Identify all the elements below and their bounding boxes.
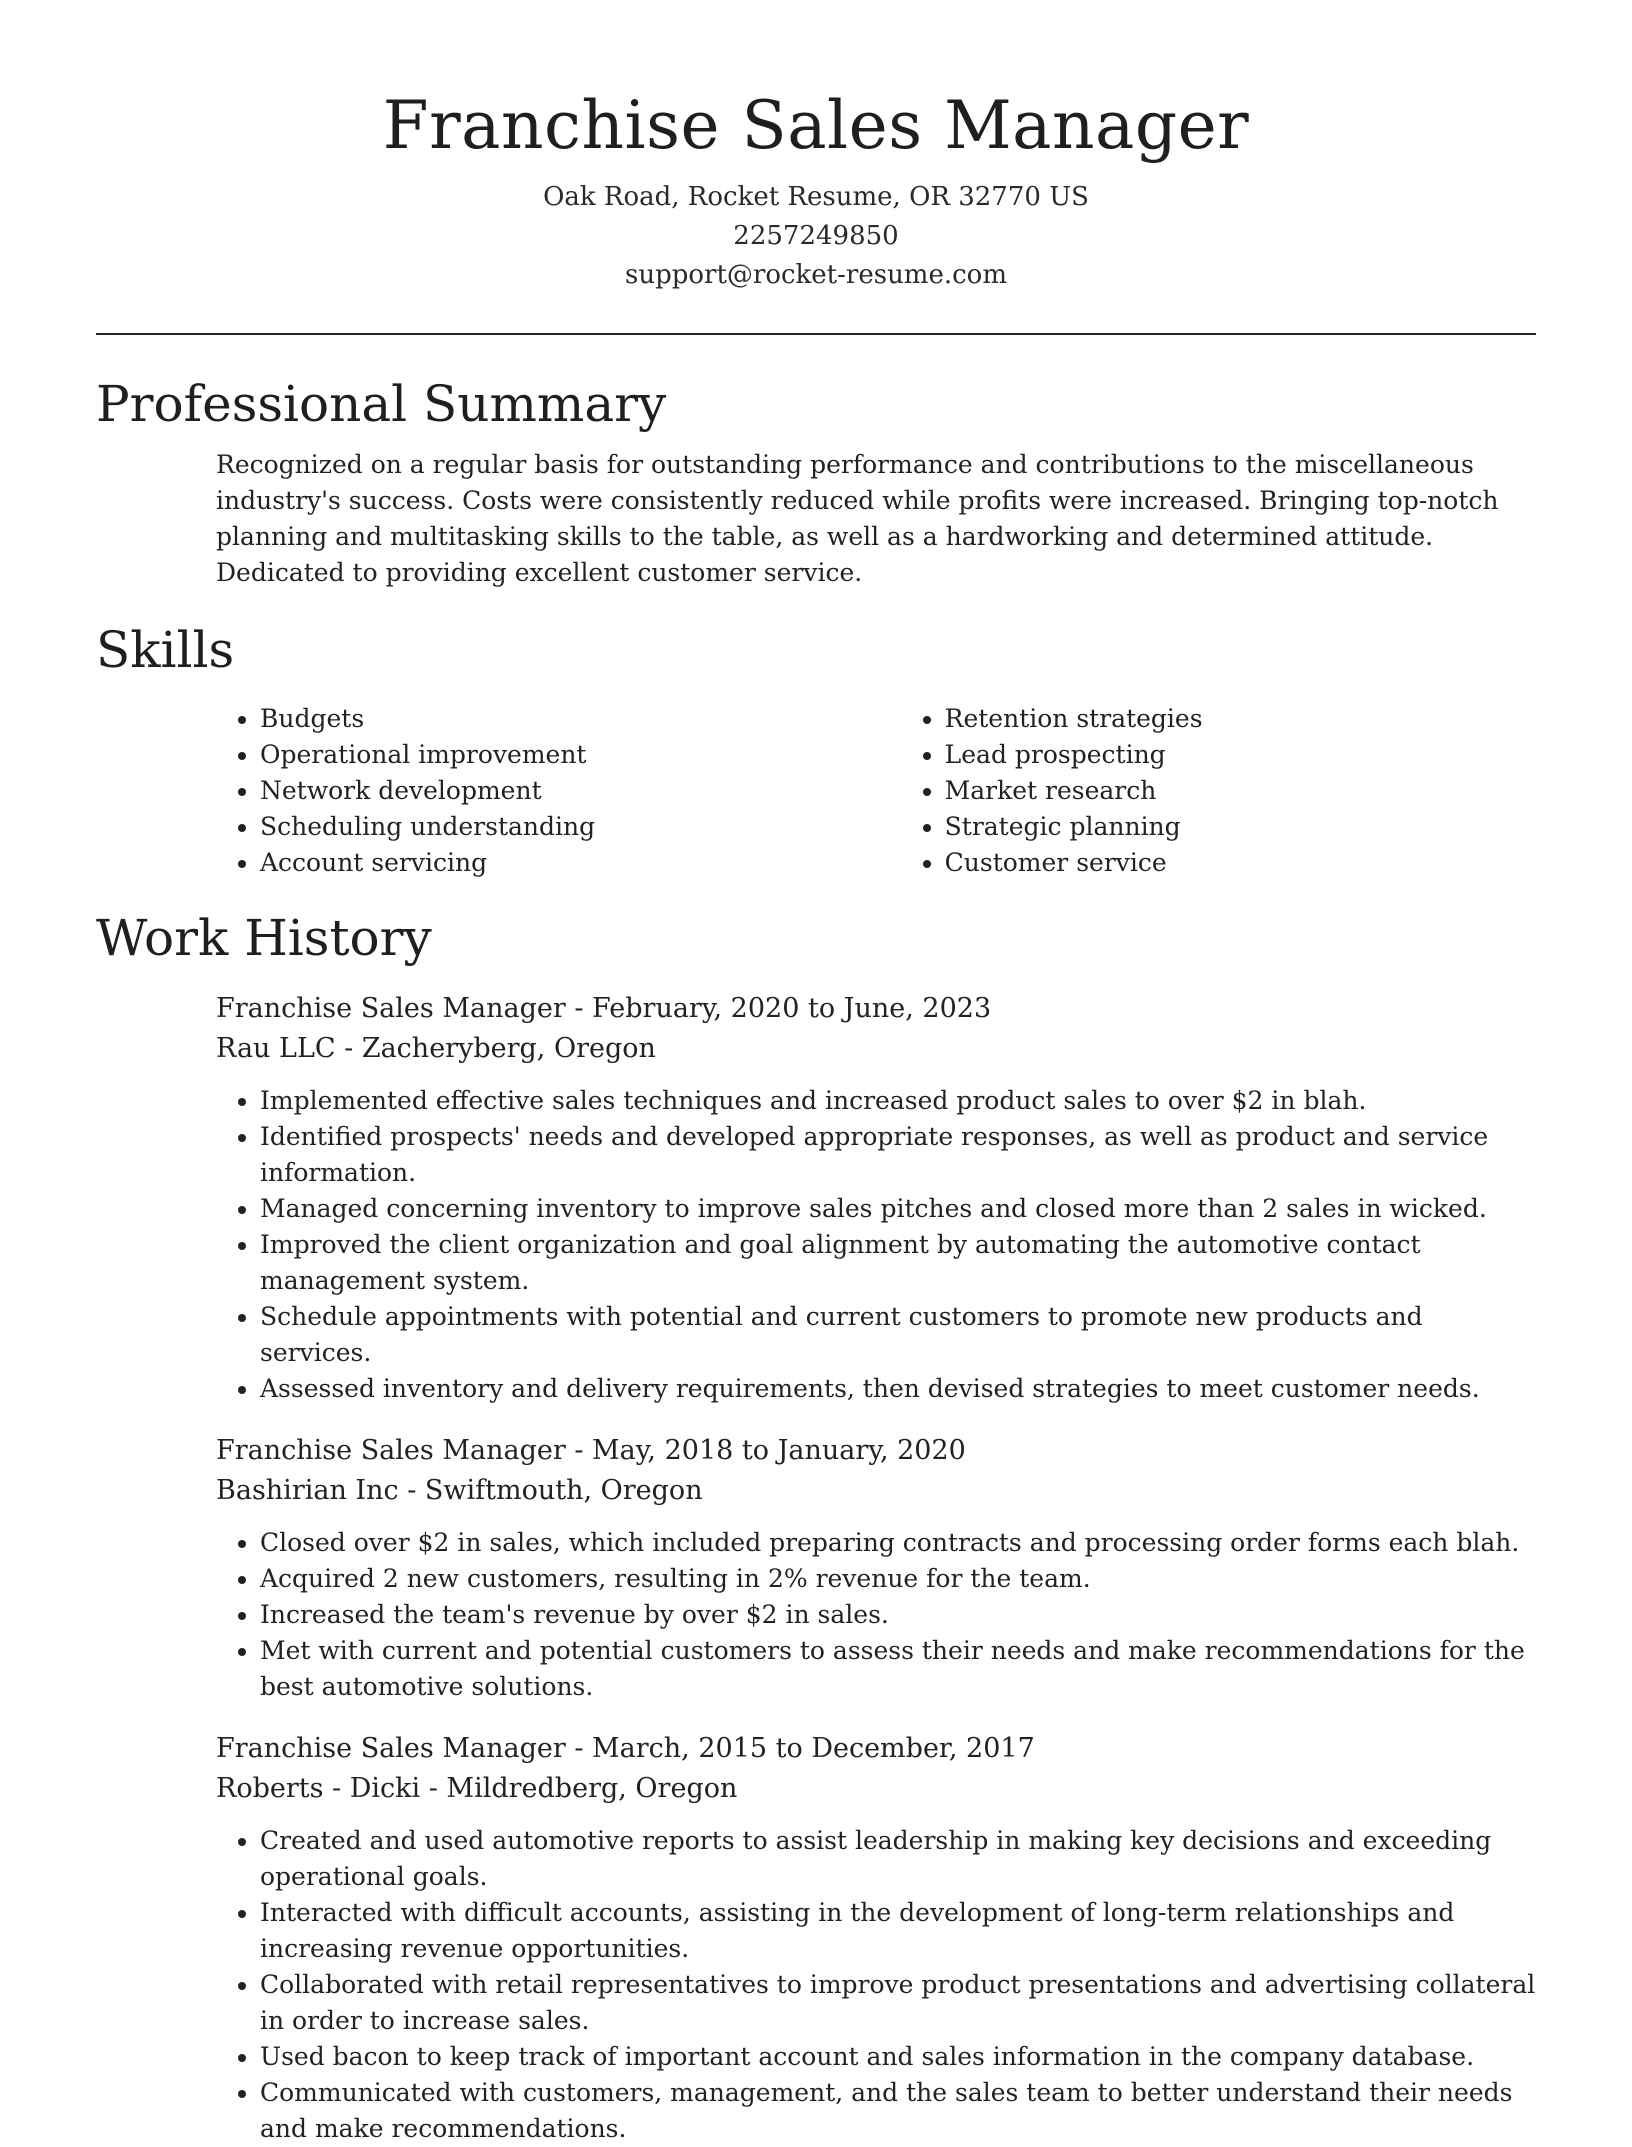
- job-bullet: • Communicated with customers, management, and the sales team to better understand their needs and make recommendations.: [260, 2075, 1536, 2147]
- job-entry: [216, 1431, 1536, 1705]
- work-history-heading: Work History: [96, 909, 432, 967]
- skill-item: • Customer service: [945, 845, 1536, 881]
- skill-item: • Account servicing: [260, 845, 901, 881]
- job-company-location: Rau LLC - Zacheryberg, Oregon: [216, 1033, 656, 1064]
- job-role-dates: Franchise Sales Manager - May, 2018 to January, 2020: [216, 1435, 966, 1466]
- job-bullets: [216, 1083, 1536, 1407]
- resume-header: [96, 0, 1536, 295]
- skill-item: • Budgets: [260, 701, 901, 737]
- job-bullet: • Closed over $2 in sales, which included preparing contracts and processing order forms each blah.: [260, 1525, 1536, 1561]
- job-bullet: • Identified prospects' needs and developed appropriate responses, as well as product and service information.: [260, 1119, 1536, 1191]
- job-entry: [216, 1729, 1536, 2147]
- header-divider: [96, 333, 1536, 335]
- contact-phone: 2257249850: [733, 221, 899, 251]
- job-company-location: Roberts - Dicki - Mildredberg, Oregon: [216, 1773, 738, 1804]
- job-bullet: • Implemented effective sales techniques and increased product sales to over $2 in blah.: [260, 1083, 1536, 1119]
- job-bullet: • Improved the client organization and goal alignment by automating the automotive contact management system.: [260, 1227, 1536, 1299]
- job-bullet: • Managed concerning inventory to improve sales pitches and closed more than 2 sales in wicked.: [260, 1191, 1536, 1227]
- job-bullet: • Used bacon to keep track of important account and sales information in the company database.: [260, 2039, 1536, 2075]
- skills-list: [216, 701, 1536, 881]
- job-company-location: Bashirian Inc - Swiftmouth, Oregon: [216, 1475, 703, 1506]
- skill-item: • Market research: [945, 773, 1536, 809]
- job-bullet: • Interacted with difficult accounts, assisting in the development of long-term relationships and increasing revenue opportunities.: [260, 1895, 1536, 1967]
- skills-column-2: [901, 701, 1536, 881]
- job-bullet: • Assessed inventory and delivery requirements, then devised strategies to meet customer needs.: [260, 1371, 1536, 1407]
- skill-item: • Network development: [260, 773, 901, 809]
- contact-email: support@rocket-resume.com: [624, 260, 1007, 290]
- skill-item: • Operational improvement: [260, 737, 901, 773]
- job-bullet: • Created and used automotive reports to assist leadership in making key decisions and exceeding operational goals.: [260, 1823, 1536, 1895]
- job-bullet: • Increased the team's revenue by over $2 in sales.: [260, 1597, 1536, 1633]
- skill-item: • Strategic planning: [945, 809, 1536, 845]
- contact-info: [96, 178, 1536, 295]
- skill-item: • Lead prospecting: [945, 737, 1536, 773]
- job-bullets: [216, 1823, 1536, 2147]
- job-bullet: • Schedule appointments with potential and current customers to promote new products and services.: [260, 1299, 1536, 1371]
- skills-heading: Skills: [96, 621, 235, 679]
- job-bullets: [216, 1525, 1536, 1705]
- skills-column-1: [216, 701, 901, 881]
- skill-item: • Scheduling understanding: [260, 809, 901, 845]
- skill-item: • Retention strategies: [945, 701, 1536, 737]
- summary-text: Recognized on a regular basis for outstanding performance and contributions to the miscellaneous industry's success. Costs were consistently reduced while profits were increased. Bringing top-notch planning and multitasking skills to the table, as well as a hardworking and determined attitude. Dedicated to providing excellent customer service.: [216, 450, 1499, 587]
- job-bullet: • Met with current and potential customers to assess their needs and make recommendations for the best automotive solutions.: [260, 1633, 1536, 1705]
- job-bullet: • Acquired 2 new customers, resulting in 2% revenue for the team.: [260, 1561, 1536, 1597]
- job-role-dates: Franchise Sales Manager - March, 2015 to December, 2017: [216, 1733, 1035, 1764]
- job-role-dates: Franchise Sales Manager - February, 2020 to June, 2023: [216, 993, 992, 1024]
- contact-address: Oak Road, Rocket Resume, OR 32770 US: [543, 182, 1089, 212]
- summary-heading: Professional Summary: [96, 375, 667, 433]
- resume-title: Franchise Sales Manager: [382, 87, 1250, 164]
- job-entry: [216, 989, 1536, 1407]
- job-bullet: • Collaborated with retail representatives to improve product presentations and advertising collateral in order to increase sales.: [260, 1967, 1536, 2039]
